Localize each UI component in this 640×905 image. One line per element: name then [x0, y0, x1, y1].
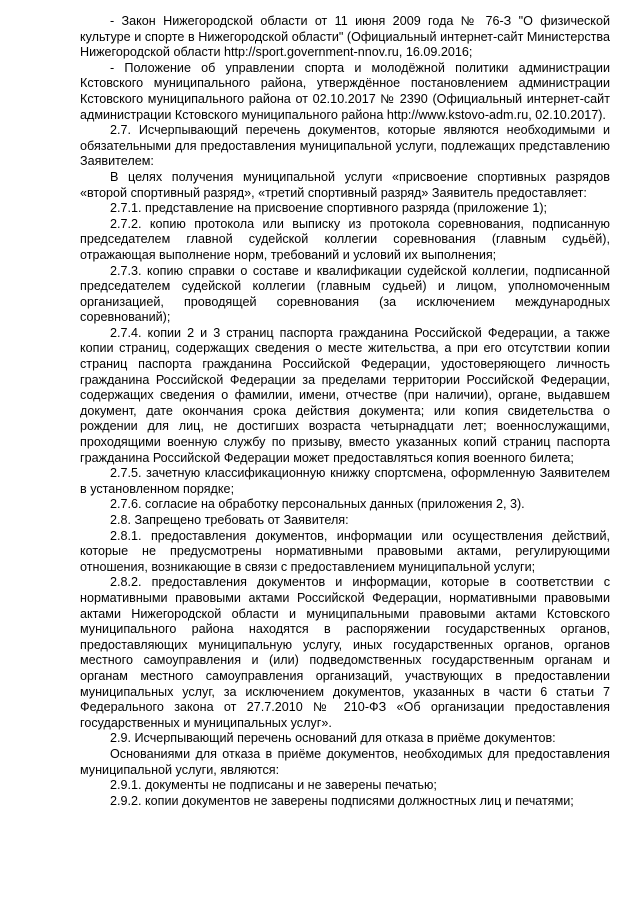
paragraph-2-7: 2.7. Исчерпывающий перечень документов, которые являются необходимыми и обязательными для предоставления муниципальной услуги, подлежащих представлению Заявителем:	[80, 123, 610, 169]
paragraph-2-7-2: 2.7.2. копию протокола или выписку из протокола соревнования, подписанную председателем главной судейской коллегии соревнования (главным судьёй), отражающая выполнение норм, требований и условий их выполнения;	[80, 216, 610, 262]
paragraph-2-7-4: 2.7.4. копии 2 и 3 страниц паспорта гражданина Российской Федерации, а также копии страниц, содержащих сведения о месте жительства, а при его отсутствии копии страниц паспорта гражданина Российской Федерации, удостоверяющего личность гражданина Российской Федерации за пределами территории Российской Федерации, содержащих сведения о фамилии, имени, отчестве (при наличии), органе, выдавшем документ, дате окончания срока действия документа; или копия свидетельства о рождении для лиц, не достигших возраста четырнадцати лет; военнослужащими, проходящими военную службу по призыву, вместо указанных копий страниц паспорта гражданина Российской Федерации может предоставляться копия военного билета;	[80, 325, 610, 465]
paragraph-2-7-1: 2.7.1. представление на присвоение спортивного разряда (приложение 1);	[110, 201, 548, 216]
paragraph-2-8: 2.8. Запрещено требовать от Заявителя:	[110, 513, 349, 527]
paragraph-law-nizhny-novgorod: - Закон Нижегородской области от 11 июня 2009 года № 76-З "О физической культуре и спорте в Нижегородской области" (Официальный интернет-сайт Министерства Нижегородской области http://sport.government-nnov.ru, 16.09.2016;	[80, 14, 610, 60]
paragraph-refusal-grounds: Основаниями для отказа в приёме документов, необходимых для предоставления муниципальной услуги, являются:	[80, 746, 610, 777]
paragraph-2-7-6: 2.7.6. согласие на обработку персональных данных (приложения 2, 3).	[110, 497, 525, 512]
paragraph-2-7-3: 2.7.3. копию справки о составе и квалификации судейской коллегии, подписанной председателем судейской коллегии (главным судьей) и лицом, уполномоченным организацией, проводящей соревнования (за исключением международных соревнований);	[80, 263, 610, 325]
paragraph-2-8-2: 2.8.2. предоставления документов и информации, которые в соответствии с нормативными правовыми актами Российской Федерации, нормативными правовыми актами Нижегородской области и муниципальными правовыми актами Кстовского муниципального района находятся в распоряжении государственных органов, предоставляющих муниципальную услугу, иных государственных органов, органов местного самоуправления и (или) подведомственных государственным органам и органам местного самоуправления организаций, участвующих в предоставлении муниципальных услуг, за исключением документов, указанных в части 6 статьи 7 Федерального закона от 27.7.2010 № 210-ФЗ «Об организации предоставления государственных и муниципальных услуг».	[80, 575, 610, 730]
paragraph-applicant-provides: В целях получения муниципальной услуги «присвоение спортивных разрядов «второй спортивный разряд», «третий спортивный разряд» Заявитель предоставляет:	[80, 169, 610, 200]
paragraph-2-9: 2.9. Исчерпывающий перечень оснований для отказа в приёме документов:	[110, 731, 556, 746]
paragraph-2-8-1: 2.8.1. предоставления документов, информации или осуществления действий, которые не предусмотрены нормативными правовыми актами, регулирующими отношения, возникающие в связи с предоставлением муниципальной услуги;	[80, 528, 610, 574]
paragraph-regulation-kstovo: - Положение об управлении спорта и молодёжной политики администрации Кстовского муниципального района, утверждённое постановлением администрации Кстовского муниципального района от 02.10.2017 № 2390 (Официальный интернет-сайт администрации Кстовского муниципального района http://www.kstovo-adm.ru, 02.10.2017).	[80, 60, 610, 122]
paragraph-2-9-1: 2.9.1. документы не подписаны и не заверены печатью;	[110, 778, 437, 793]
paragraph-2-9-2: 2.9.2. копии документов не заверены подписями должностных лиц и печатями;	[110, 793, 574, 808]
paragraph-2-7-5: 2.7.5. зачетную классификационную книжку спортсмена, оформленную Заявителем в установленном порядке;	[80, 466, 610, 496]
